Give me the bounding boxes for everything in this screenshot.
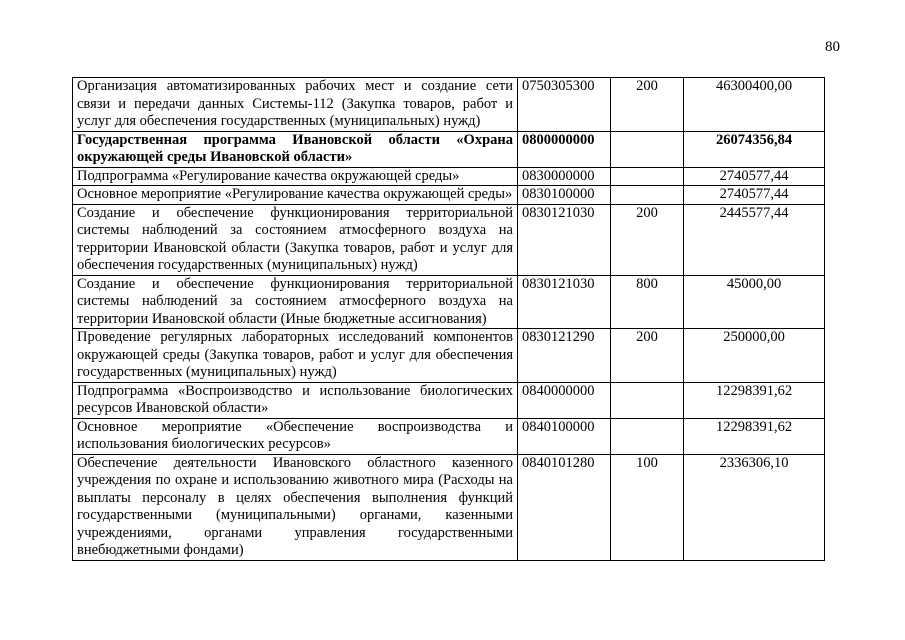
row-code: 0830000000 (518, 167, 611, 186)
row-code: 0840000000 (518, 382, 611, 418)
row-expense-type (611, 382, 684, 418)
row-name: Подпрограмма «Регулирование качества окружающей среды» (73, 167, 518, 186)
row-amount: 2740577,44 (684, 186, 825, 205)
row-amount: 250000,00 (684, 329, 825, 383)
row-expense-type: 800 (611, 275, 684, 329)
row-expense-type: 100 (611, 454, 684, 560)
row-expense-type (611, 131, 684, 167)
table-row (73, 382, 825, 418)
row-name: Обеспечение деятельности Ивановского областного казенного учреждения по охране и использованию животного мира (Расходы на выплаты персоналу в целях обеспечения выполнения функций государственными (муниципальными) органами, казенными учреждениями, органами управления государственными внебюджетными фондами) (73, 454, 518, 560)
table-row (73, 131, 825, 167)
row-amount: 12298391,62 (684, 382, 825, 418)
table-row (73, 329, 825, 383)
page-number: 80 (825, 39, 840, 55)
row-name: Основное мероприятие «Обеспечение воспроизводства и использования биологических ресурсов» (73, 418, 518, 454)
table-row (73, 418, 825, 454)
row-amount: 46300400,00 (684, 78, 825, 132)
row-amount: 12298391,62 (684, 418, 825, 454)
row-name: Проведение регулярных лабораторных исследований компонентов окружающей среды (Закупка товаров, работ и услуг для обеспечения государственных (муниципальных) нужд) (73, 329, 518, 383)
row-amount: 26074356,84 (684, 131, 825, 167)
row-amount: 45000,00 (684, 275, 825, 329)
row-expense-type (611, 186, 684, 205)
table-row (73, 454, 825, 560)
row-expense-type: 200 (611, 78, 684, 132)
row-expense-type (611, 167, 684, 186)
table-row (73, 167, 825, 186)
row-name: Подпрограмма «Воспроизводство и использование биологических ресурсов Ивановской области» (73, 382, 518, 418)
row-code: 0840100000 (518, 418, 611, 454)
row-code: 0830121030 (518, 275, 611, 329)
row-amount: 2740577,44 (684, 167, 825, 186)
row-code: 0800000000 (518, 131, 611, 167)
row-code: 0830100000 (518, 186, 611, 205)
row-amount: 2445577,44 (684, 204, 825, 275)
row-name: Государственная программа Ивановской области «Охрана окружающей среды Ивановской области» (73, 131, 518, 167)
table-row (73, 186, 825, 205)
row-amount: 2336306,10 (684, 454, 825, 560)
row-name: Основное мероприятие «Регулирование качества окружающей среды» (73, 186, 518, 205)
row-code: 0840101280 (518, 454, 611, 560)
table-row (73, 275, 825, 329)
row-name: Создание и обеспечение функционирования территориальной системы наблюдений за состоянием атмосферного воздуха на территории Ивановской области (Иные бюджетные ассигнования) (73, 275, 518, 329)
row-expense-type (611, 418, 684, 454)
row-code: 0830121030 (518, 204, 611, 275)
row-name: Организация автоматизированных рабочих мест и создание сети связи и передачи данных Системы-112 (Закупка товаров, работ и услуг для обеспечения государственных (муниципальных) нужд) (73, 78, 518, 132)
row-code: 0830121290 (518, 329, 611, 383)
budget-table (72, 77, 825, 561)
table-row (73, 78, 825, 132)
row-expense-type: 200 (611, 204, 684, 275)
row-code: 0750305300 (518, 78, 611, 132)
row-expense-type: 200 (611, 329, 684, 383)
table-row (73, 204, 825, 275)
row-name: Создание и обеспечение функционирования территориальной системы наблюдений за состоянием атмосферного воздуха на территории Ивановской области (Закупка товаров, работ и услуг для обеспечения государственных (муниципальных) нужд) (73, 204, 518, 275)
